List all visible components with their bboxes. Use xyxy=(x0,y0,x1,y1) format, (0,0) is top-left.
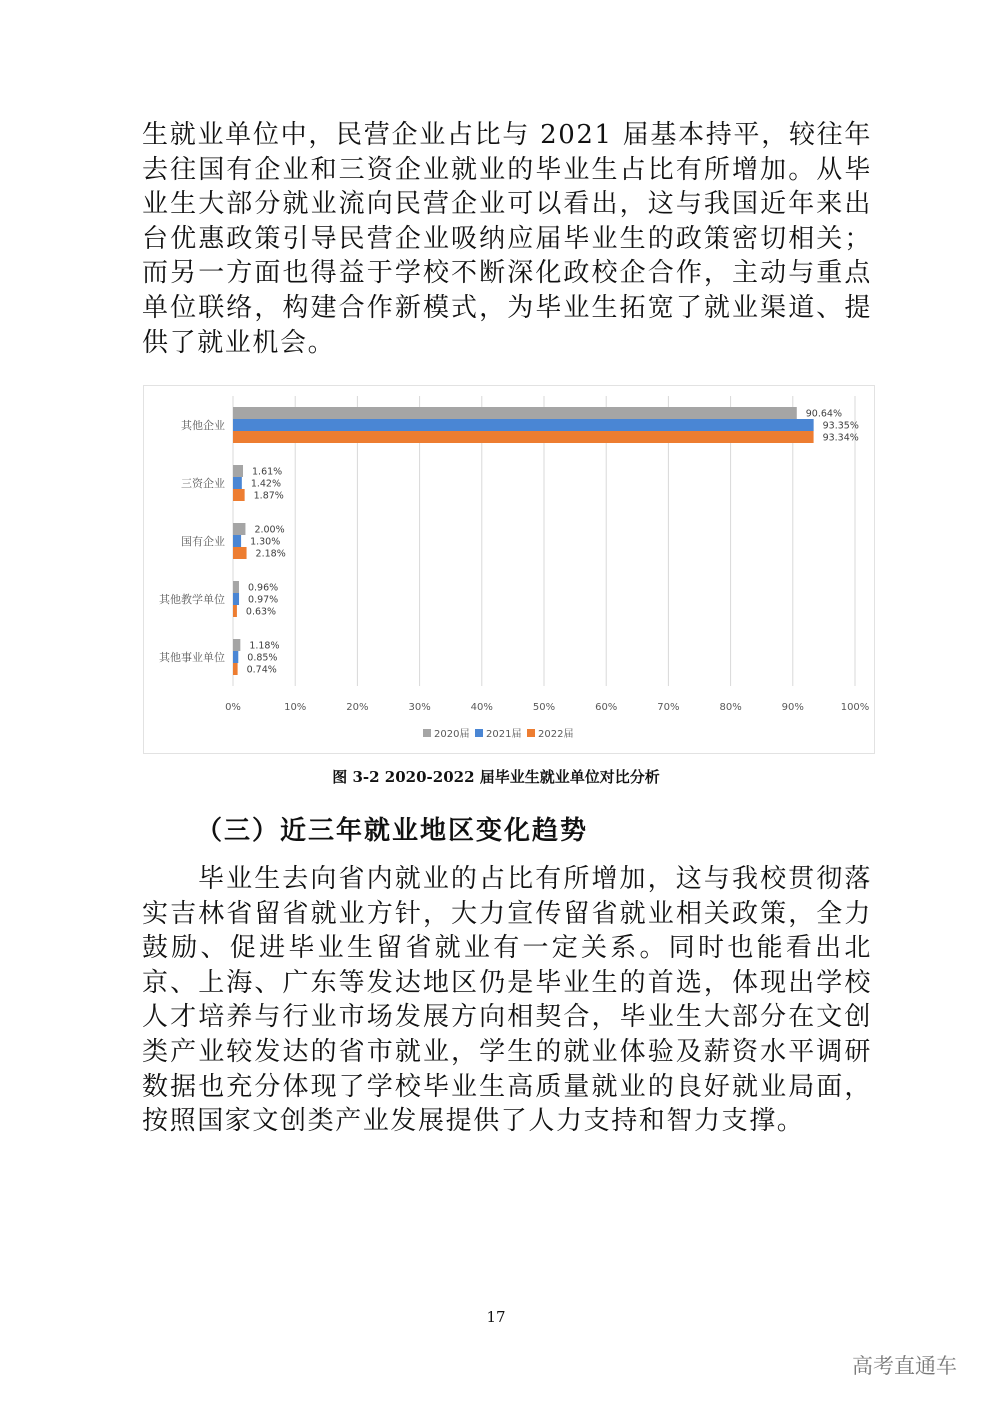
bar xyxy=(233,431,814,443)
x-tick-label: 40% xyxy=(470,702,493,713)
data-label: 0.74% xyxy=(246,664,277,676)
data-label: 1.30% xyxy=(250,536,281,548)
bar xyxy=(233,651,238,663)
data-label: 1.42% xyxy=(250,478,282,490)
bar xyxy=(233,489,245,501)
x-tick-label: 90% xyxy=(781,702,804,713)
data-label: 1.18% xyxy=(249,640,280,652)
employer-comparison-chart xyxy=(143,385,875,754)
data-label: 90.64% xyxy=(805,408,843,420)
data-label: 1.61% xyxy=(252,466,283,478)
data-label: 0.85% xyxy=(247,652,278,664)
section-heading: （三）近三年就业地区变化趋势 xyxy=(196,816,589,846)
legend-swatch xyxy=(423,729,431,737)
data-label: 0.97% xyxy=(248,594,279,606)
bar xyxy=(233,535,241,547)
legend-label: 2021届 xyxy=(486,729,522,740)
x-tick-label: 80% xyxy=(719,702,742,713)
x-tick-label: 70% xyxy=(657,702,680,713)
bar xyxy=(233,407,797,419)
bar xyxy=(233,419,814,431)
x-tick-label: 10% xyxy=(284,702,307,713)
chart-caption: 图 3-2 2020-2022 届毕业生就业单位对比分析 xyxy=(332,768,660,786)
x-tick-label: 30% xyxy=(408,702,431,713)
bar xyxy=(233,605,237,617)
bar xyxy=(233,523,245,535)
chart-canvas xyxy=(144,386,874,753)
category-label: 其他企业 xyxy=(181,419,225,432)
bar xyxy=(233,581,239,593)
bar xyxy=(233,593,239,605)
data-label: 2.00% xyxy=(254,524,285,536)
bar xyxy=(233,465,243,477)
data-label: 0.96% xyxy=(247,582,279,594)
body-paragraph-2: 毕业生去向省内就业的占比有所增加，这与我校贯彻落实吉林省留省就业方针，大力宣传留省就业相关政策，全力鼓励、促进毕业生留省就业有一定关系。同时也能看出北京、上海、广东等发达地区仍是毕业生的首选，体现出学校人才培养与行业市场发展方向相契合，毕业生大部分在文创类产业较发达的省市就业，学生的就业体验及薪资水平调研数据也充分体现了学校毕业生高质量就业的良好就业局面，按照国家文创类产业发展提供了人力支持和智力支撑。 xyxy=(142,864,872,1137)
data-label: 2.18% xyxy=(255,548,286,560)
category-label: 国有企业 xyxy=(181,535,225,548)
page-number: 17 xyxy=(486,1308,506,1326)
legend-swatch xyxy=(527,729,535,737)
x-tick-label: 100% xyxy=(840,702,870,713)
legend-label: 2022届 xyxy=(538,729,574,740)
x-tick-label: 60% xyxy=(595,702,618,713)
data-label: 0.63% xyxy=(245,606,277,618)
category-label: 三资企业 xyxy=(181,477,225,490)
category-label: 其他事业单位 xyxy=(159,651,225,664)
body-paragraph-1: 生就业单位中，民营企业占比与 2021 届基本持平，较往年去往国有企业和三资企业就业的毕业生占比有所增加。从毕业生大部分就业流向民营企业可以看出，这与我国近年来出台优惠政策引导民营企业吸纳应届毕业生的政策密切相关；而另一方面也得益于学校不断深化政校企合作，主动与重点单位联络，构建合作新模式，为毕业生拓宽了就业渠道、提供了就业机会。 xyxy=(142,120,872,358)
x-tick-label: 0% xyxy=(225,702,241,713)
data-label: 93.34% xyxy=(822,432,859,444)
category-label: 其他教学单位 xyxy=(159,593,225,606)
bar xyxy=(233,547,247,559)
watermark: 高考直通车 xyxy=(852,1354,957,1378)
data-label: 1.87% xyxy=(253,490,284,502)
bar xyxy=(233,663,238,675)
data-label: 93.35% xyxy=(822,420,859,432)
bar xyxy=(233,639,240,651)
x-tick-label: 50% xyxy=(532,702,556,713)
legend-swatch xyxy=(475,729,483,737)
bar xyxy=(233,477,242,489)
x-tick-label: 20% xyxy=(346,702,369,713)
legend-label: 2020届 xyxy=(434,729,470,740)
